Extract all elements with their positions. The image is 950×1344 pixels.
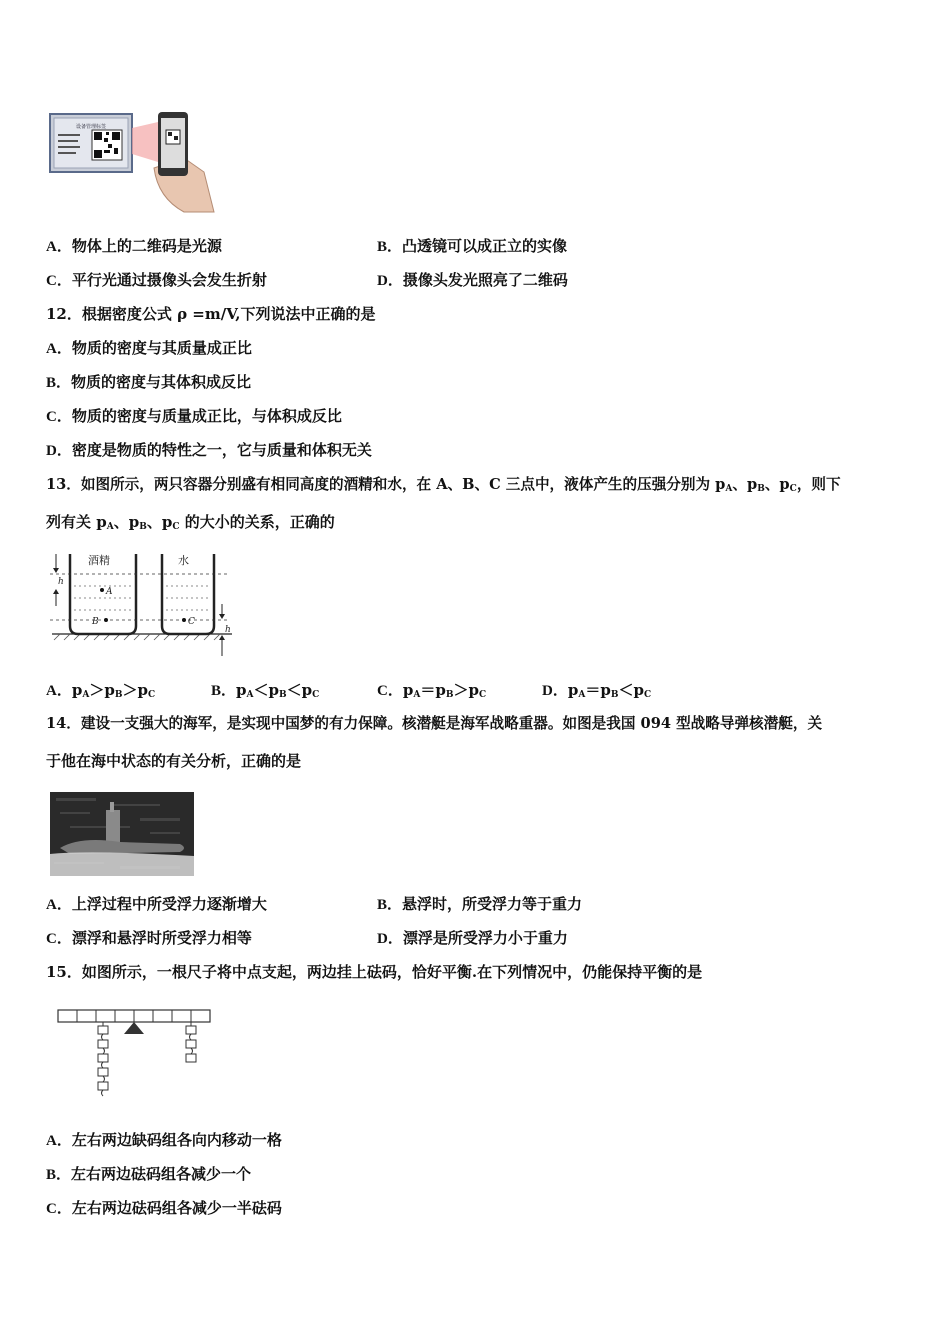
q14-option-c[interactable]: C．漂浮和悬浮时所受浮力相等 xyxy=(46,929,252,947)
q14-stem-line2: 于他在海中状态的有关分析，正确的是 xyxy=(46,752,302,770)
q13-option-a[interactable]: A．$p_A>p_B>p_C$ xyxy=(46,681,156,700)
q13-stem-line2: 列有关 $p_A$、$p_B$、$p_C$ 的大小的关系，正确的 xyxy=(46,513,335,532)
q15-option-c[interactable]: C．左右两边砝码组各减少一半砝码 xyxy=(46,1199,282,1217)
q12-stem: 12．根据密度公式 ρ =m/V,下列说法中正确的是 xyxy=(46,305,376,323)
h-label-right: h xyxy=(225,625,231,635)
q14-option-d[interactable]: D．漂浮是所受浮力小于重力 xyxy=(377,929,568,947)
point-b-label: B xyxy=(92,617,99,627)
q13-option-c[interactable]: C．$p_A=p_B>p_C$ xyxy=(377,681,487,700)
lever-figure xyxy=(52,1004,216,1104)
q12-option-a[interactable]: A．物质的密度与其质量成正比 xyxy=(46,339,252,357)
q12-option-c[interactable]: C．物质的密度与质量成正比，与体积成反比 xyxy=(46,407,342,425)
q14-stem-line1: 14．建设一支强大的海军，是实现中国梦的有力保障。核潜艇是海军战略重器。如图是我国 094 型战略导弹核潜艇，关 xyxy=(46,715,823,732)
card-title: 设备管理标签 xyxy=(75,124,107,130)
q13-option-d[interactable]: D．$p_A=p_B<p_C$ xyxy=(542,681,652,700)
point-a-label: A xyxy=(106,587,113,597)
water-label: 水 xyxy=(178,554,189,567)
q14-option-a[interactable]: A．上浮过程中所受浮力逐渐增大 xyxy=(46,895,267,913)
q11-option-c[interactable]: C．平行光通过摄像头会发生折射 xyxy=(46,271,267,289)
q14-option-b[interactable]: B．悬浮时，所受浮力等于重力 xyxy=(377,895,583,913)
q15-option-b[interactable]: B．左右两边砝码组各减少一个 xyxy=(46,1165,252,1183)
point-c-label: C xyxy=(188,617,195,627)
q15-stem: 15．如图所示，一根尺子将中点支起，两边挂上砝码，恰好平衡.在下列情况中，仍能保持平衡的是 xyxy=(46,963,703,981)
qr-scan-figure xyxy=(46,108,216,214)
q11-option-b[interactable]: B．凸透镜可以成正立的实像 xyxy=(377,237,568,255)
q13-stem-line1: 13．如图所示，两只容器分别盛有相同高度的酒精和水，在 A、B、C 三点中，液体产生的压强分别为 $p_A$、$p_B$、$p_C$，则下 xyxy=(46,476,841,494)
q12-option-b[interactable]: B．物质的密度与其体积成反比 xyxy=(46,373,252,391)
q12-option-d[interactable]: D．密度是物质的特性之一，它与质量和体积无关 xyxy=(46,441,372,459)
q13-option-b[interactable]: B．$p_A<p_B<p_C$ xyxy=(211,681,320,700)
alcohol-label: 酒精 xyxy=(88,554,110,567)
h-label-left: h xyxy=(58,577,64,587)
submarine-photo xyxy=(50,792,194,876)
containers-figure xyxy=(44,546,236,662)
q15-option-a[interactable]: A．左右两边缺码组各向内移动一格 xyxy=(46,1131,282,1149)
q11-option-d[interactable]: D．摄像头发光照亮了二维码 xyxy=(377,271,568,289)
q11-option-a[interactable]: A．物体上的二维码是光源 xyxy=(46,237,222,255)
